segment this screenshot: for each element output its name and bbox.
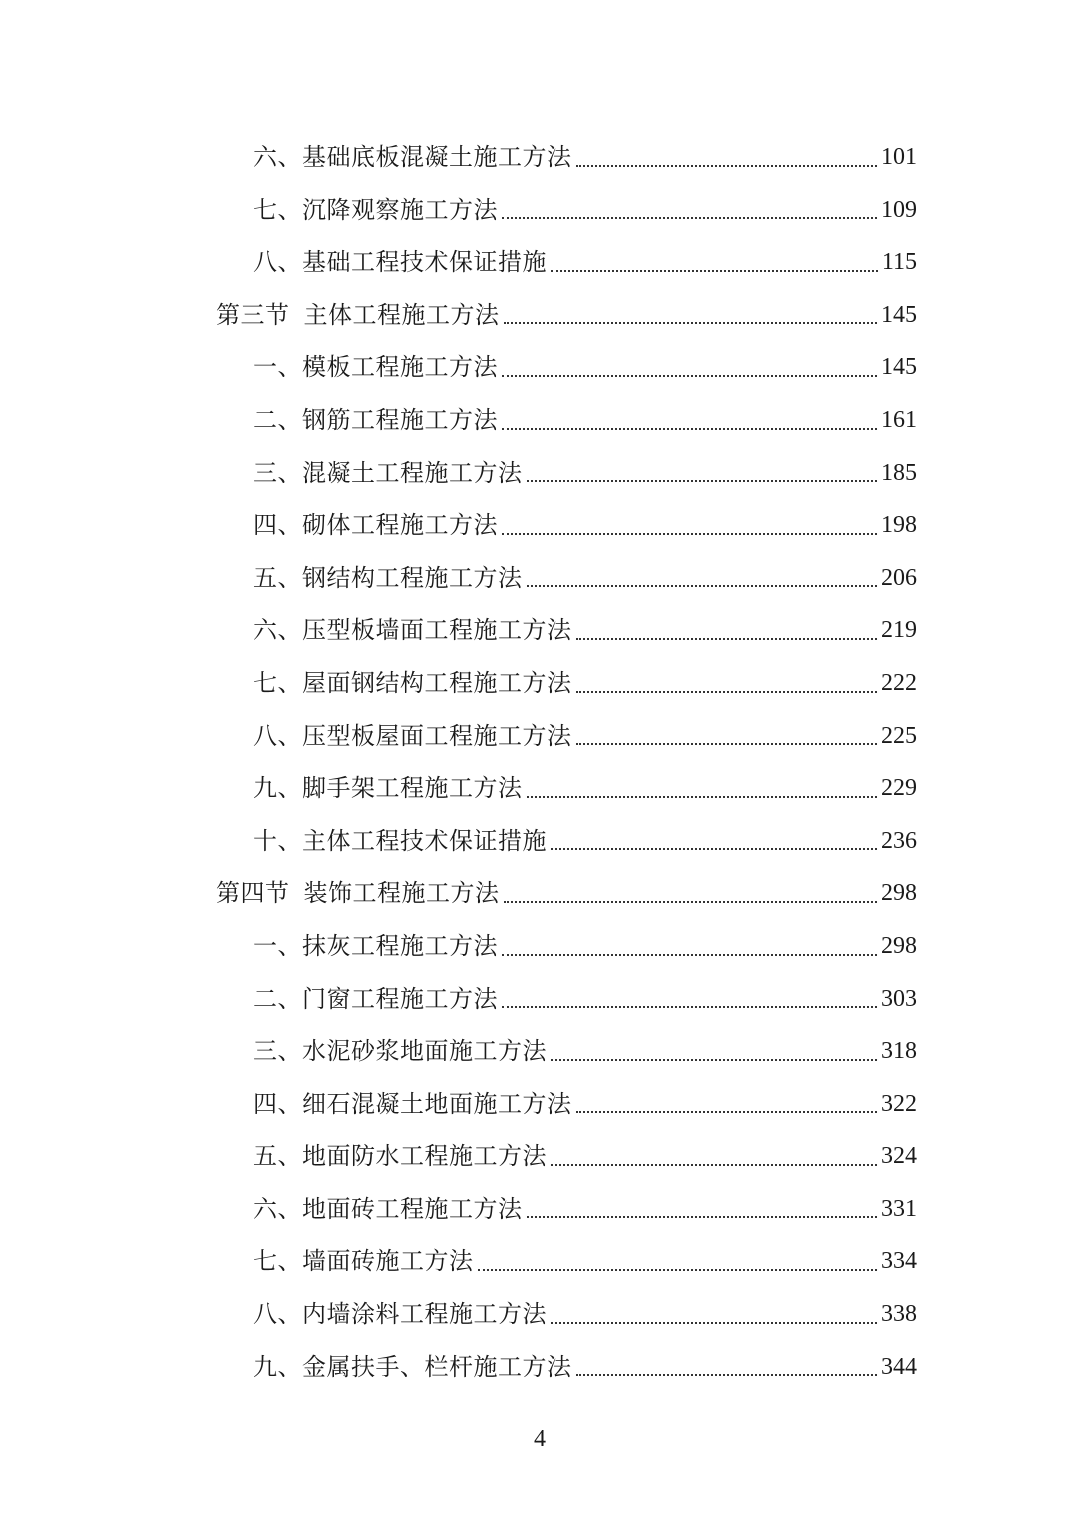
toc-entry-label: [253, 1025, 547, 1078]
toc-entry-label: [253, 184, 498, 237]
toc-entry-page: 161: [881, 406, 917, 433]
toc-entry-page: 331: [881, 1195, 917, 1222]
toc-dot-leader: [551, 269, 878, 272]
toc-entry-label: [253, 762, 523, 815]
toc-entry-page: 219: [881, 617, 917, 644]
toc-entry-page: 198: [881, 512, 917, 539]
toc-subsection-entry[interactable]: [0, 131, 1080, 184]
toc-entry-title: 基础工程技术保证措施: [302, 248, 547, 277]
toc-entry-page: 229: [881, 775, 917, 802]
toc-entry-title: 脚手架工程施工方法: [302, 774, 523, 803]
toc-entry-title: 门窗工程施工方法: [302, 984, 498, 1013]
toc-entry-label: [253, 341, 498, 394]
toc-subsection-entry[interactable]: [0, 1183, 1080, 1236]
toc-subsection-entry[interactable]: [0, 447, 1080, 500]
toc-entry-page: 115: [881, 249, 917, 276]
toc-entry-page: 298: [881, 880, 917, 907]
toc-entry-title: 地面防水工程施工方法: [302, 1142, 547, 1171]
toc-entry-page: 303: [881, 985, 917, 1012]
toc-dot-leader: [527, 1215, 878, 1218]
toc-entry-title: 砌体工程施工方法: [302, 511, 498, 540]
toc-entry-number: 三、: [253, 458, 302, 487]
toc-dot-leader: [502, 216, 877, 219]
toc-entry-number: 第三节: [216, 300, 290, 329]
toc-entry-label: [216, 289, 500, 342]
toc-subsection-entry[interactable]: [0, 710, 1080, 763]
toc-entry-title: 压型板墙面工程施工方法: [302, 616, 572, 645]
toc-entry-label: [253, 710, 572, 763]
toc-dot-leader: [502, 374, 877, 377]
toc-dot-leader: [551, 1321, 877, 1324]
toc-entry-label: [253, 1341, 572, 1394]
toc-subsection-entry[interactable]: [0, 1025, 1080, 1078]
toc-entry-label: [253, 131, 572, 184]
toc-dot-leader: [576, 1373, 878, 1376]
toc-entry-number: 五、: [253, 1142, 302, 1171]
toc-section-entry[interactable]: [0, 289, 1080, 342]
toc-entry-title: 墙面砖施工方法: [302, 1247, 474, 1276]
toc-entry-page: 145: [881, 301, 917, 328]
toc-subsection-entry[interactable]: [0, 815, 1080, 868]
toc-subsection-entry[interactable]: [0, 604, 1080, 657]
toc-entry-number: 四、: [253, 1089, 302, 1118]
toc-dot-leader: [576, 164, 878, 167]
toc-entry-number: 一、: [253, 353, 302, 382]
toc-entry-page: 338: [881, 1301, 917, 1328]
toc-entry-page: 236: [881, 827, 917, 854]
toc-entry-number: 五、: [253, 563, 302, 592]
toc-dot-leader: [478, 1268, 878, 1271]
toc-entry-number: 一、: [253, 931, 302, 960]
toc-entry-title: 金属扶手、栏杆施工方法: [302, 1352, 572, 1381]
toc-entry-title: 模板工程施工方法: [302, 353, 498, 382]
toc-dot-leader: [502, 427, 877, 430]
toc-entry-number: 六、: [253, 616, 302, 645]
toc-subsection-entry[interactable]: [0, 184, 1080, 237]
toc-entry-title: 装饰工程施工方法: [303, 879, 500, 908]
page-number: 4: [534, 1426, 546, 1452]
toc-entry-page: 185: [881, 459, 917, 486]
toc-entry-title: 混凝土工程施工方法: [302, 458, 523, 487]
toc-dot-leader: [576, 742, 878, 745]
toc-subsection-entry[interactable]: [0, 762, 1080, 815]
toc-entry-number: 十、: [253, 826, 302, 855]
toc-dot-leader: [576, 637, 878, 640]
toc-entry-label: [253, 1288, 547, 1341]
toc-entry-label: [253, 604, 572, 657]
toc-entry-title: 主体工程施工方法: [303, 300, 500, 329]
toc-entry-number: 九、: [253, 1352, 302, 1381]
toc-entry-number: 七、: [253, 668, 302, 697]
toc-entry-label: [253, 973, 498, 1026]
toc-entry-label: [253, 499, 498, 552]
toc-dot-leader: [551, 847, 877, 850]
toc-entry-title: 钢筋工程施工方法: [302, 405, 498, 434]
toc-entry-page: 298: [881, 932, 917, 959]
toc-entry-page: 318: [881, 1038, 917, 1065]
toc-dot-leader: [504, 321, 878, 324]
toc-entry-number: 二、: [253, 405, 302, 434]
toc-entry-title: 水泥砂浆地面施工方法: [302, 1037, 547, 1066]
toc-entry-label: [253, 394, 498, 447]
toc-dot-leader: [502, 532, 877, 535]
toc-entry-label: [253, 552, 523, 605]
toc-subsection-entry[interactable]: [0, 499, 1080, 552]
toc-subsection-entry[interactable]: [0, 973, 1080, 1026]
toc-entry-page: 206: [881, 564, 917, 591]
toc-entry-title: 地面砖工程施工方法: [302, 1194, 523, 1223]
toc-dot-leader: [527, 795, 878, 798]
toc-entry-number: 八、: [253, 721, 302, 750]
toc-entry-page: 145: [881, 354, 917, 381]
toc-entry-page: 225: [881, 722, 917, 749]
toc-dot-leader: [551, 1058, 877, 1061]
toc-subsection-entry[interactable]: [0, 552, 1080, 605]
toc-subsection-entry[interactable]: [0, 1235, 1080, 1288]
toc-entry-page: 344: [881, 1353, 917, 1380]
toc-entry-label: [253, 1078, 572, 1131]
toc-entry-title: 主体工程技术保证措施: [302, 826, 547, 855]
toc-entry-label: [253, 920, 498, 973]
toc-entry-title: 细石混凝土地面施工方法: [302, 1089, 572, 1118]
toc-subsection-entry[interactable]: [0, 1130, 1080, 1183]
toc-subsection-entry[interactable]: [0, 1341, 1080, 1394]
toc-entry-number: 六、: [253, 1194, 302, 1223]
toc-entry-page: 334: [881, 1248, 917, 1275]
toc-entry-label: [253, 1183, 523, 1236]
toc-entry-page: 322: [881, 1090, 917, 1117]
toc-entry-label: [253, 1235, 474, 1288]
toc-entry-number: 八、: [253, 248, 302, 277]
toc-entry-page: 109: [881, 196, 917, 223]
table-of-contents: [0, 131, 1080, 1393]
toc-entry-title: 钢结构工程施工方法: [302, 563, 523, 592]
toc-subsection-entry[interactable]: [0, 1078, 1080, 1131]
toc-entry-number: 八、: [253, 1300, 302, 1329]
toc-entry-label: [253, 1130, 547, 1183]
toc-subsection-entry[interactable]: [0, 920, 1080, 973]
toc-entry-number: 七、: [253, 1247, 302, 1276]
toc-entry-title: 沉降观察施工方法: [302, 195, 498, 224]
toc-entry-number: 四、: [253, 511, 302, 540]
toc-section-entry[interactable]: [0, 867, 1080, 920]
toc-entry-number: 三、: [253, 1037, 302, 1066]
toc-entry-title: 屋面钢结构工程施工方法: [302, 668, 572, 697]
toc-dot-leader: [576, 1110, 878, 1113]
toc-entry-number: 二、: [253, 984, 302, 1013]
toc-entry-page: 324: [881, 1143, 917, 1170]
toc-entry-label: [216, 867, 500, 920]
toc-dot-leader: [504, 900, 878, 903]
toc-entry-page: 222: [881, 669, 917, 696]
toc-dot-leader: [502, 1005, 877, 1008]
toc-dot-leader: [527, 479, 878, 482]
toc-entry-title: 内墙涂料工程施工方法: [302, 1300, 547, 1329]
toc-entry-title: 压型板屋面工程施工方法: [302, 721, 572, 750]
toc-entry-title: 基础底板混凝土施工方法: [302, 143, 572, 171]
toc-dot-leader: [527, 584, 878, 587]
toc-subsection-entry[interactable]: [0, 657, 1080, 710]
toc-entry-page: 101: [881, 144, 917, 170]
toc-dot-leader: [551, 1163, 877, 1166]
toc-dot-leader: [576, 690, 878, 693]
toc-entry-number: 七、: [253, 195, 302, 224]
toc-entry-label: [253, 447, 523, 500]
toc-entry-number: 六、: [253, 143, 302, 171]
toc-entry-label: [253, 815, 547, 868]
toc-entry-label: [253, 236, 547, 289]
toc-subsection-entry[interactable]: [0, 1288, 1080, 1341]
toc-subsection-entry[interactable]: [0, 394, 1080, 447]
toc-subsection-entry[interactable]: [0, 236, 1080, 289]
toc-dot-leader: [502, 953, 877, 956]
toc-subsection-entry[interactable]: [0, 341, 1080, 394]
toc-entry-number: 第四节: [216, 879, 290, 908]
toc-entry-title: 抹灰工程施工方法: [302, 931, 498, 960]
toc-entry-number: 九、: [253, 774, 302, 803]
toc-entry-label: [253, 657, 572, 710]
